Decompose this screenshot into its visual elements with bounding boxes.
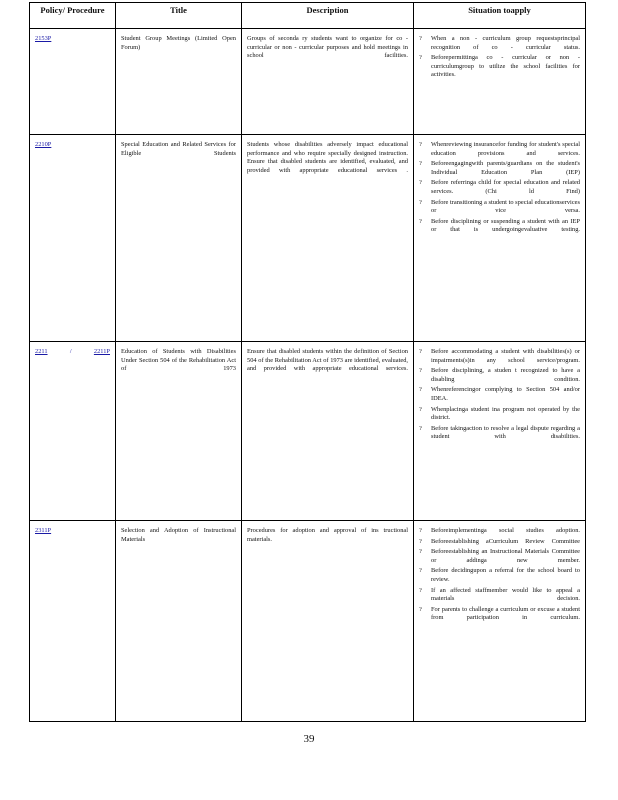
list-item [419, 405, 580, 423]
policy-title: Selection and Adoption of Instructional Materials [116, 521, 242, 722]
policy-link[interactable]: 2153P [35, 35, 52, 42]
situation-text: Whenreviewing insurancefor funding for student's special education provisions and services. [431, 141, 580, 157]
policy-link[interactable]: 2311P [35, 527, 52, 534]
situation-cell [414, 29, 586, 135]
situation-text: Beforepermittinga co - curricular or non - curriculumgroup to utilize the school facilities for activities. [431, 54, 580, 79]
situation-cell [414, 521, 586, 722]
bullet-glyph: ? [419, 527, 422, 534]
list-item [419, 527, 580, 536]
header-description: Description [242, 3, 414, 29]
bullet-glyph: ? [419, 537, 422, 545]
header-situation: Situation toapply [414, 3, 586, 29]
list-item [419, 367, 580, 384]
table-row [30, 342, 586, 521]
policy-code-separator: / [47, 348, 94, 355]
page-number: 39 [303, 733, 315, 745]
situation-text: When a non - curriculum group requestsprincipal recognition of co - curricular status. [431, 35, 580, 51]
list-item [419, 567, 580, 584]
list-item [419, 35, 580, 52]
bullet-glyph: ? [419, 217, 422, 225]
situation-text: Whenreferencingor complying to Section 504 and/or IDEA. [431, 386, 580, 402]
policy-code-cell [30, 521, 116, 722]
situation-text: If an affected staffmember would like to appeal a materials decision. [431, 586, 580, 603]
policy-code-cell [30, 29, 116, 135]
table-row [30, 135, 586, 342]
header-title: Title [116, 3, 242, 29]
bullet-glyph: ? [419, 567, 422, 575]
list-item [419, 141, 580, 158]
policy-link[interactable]: 2210P [35, 141, 52, 148]
policy-link[interactable]: 2211P [93, 348, 110, 355]
list-item [419, 586, 580, 604]
situation-text: Beforeimplementinga social studies adoption. [431, 527, 580, 534]
table-row [30, 521, 586, 722]
situation-text: Beforeestablishing an Instructional Materials Committee or addinga new member. [431, 548, 580, 564]
bullet-glyph: ? [419, 160, 422, 168]
bullet-glyph: ? [419, 586, 422, 594]
list-item [419, 548, 580, 565]
bullet-glyph: ? [419, 35, 422, 42]
situation-list [419, 35, 580, 80]
policy-link[interactable]: 2211 [35, 348, 48, 355]
bullet-glyph: ? [419, 179, 422, 187]
situation-text: Beforeestablishing aCurriculum Review Committee [431, 537, 580, 545]
situation-text: Before decidingupon a referral for the school board to review. [431, 567, 580, 583]
list-item [419, 54, 580, 80]
list-item [419, 179, 580, 196]
list-item [419, 348, 580, 365]
policy-title: Education of Students with Disabilities Under Section 504 of the Rehabilitation Act of 1973 [116, 342, 242, 521]
policy-description [242, 342, 414, 521]
situation-text: Before referringa child for special education and related services. (Chi ld Find) [431, 179, 580, 195]
policy-description [242, 135, 414, 342]
description-paragraph: Ensure that disabled students within the definition of Section 504 of the Rehabilitation Act of 1973 are identified, evaluated, and provided with appropriate educational services. [247, 348, 408, 373]
policy-description [242, 29, 414, 135]
situation-text: Before transitioning a student to special educationservices or vice versa. [431, 198, 580, 215]
bullet-glyph: ? [419, 386, 422, 394]
situation-cell [414, 135, 586, 342]
list-item [419, 537, 580, 547]
policy-title: Special Education and Related Services for Eligible Students [116, 135, 242, 342]
policy-description [242, 521, 414, 722]
list-item [419, 160, 580, 177]
bullet-glyph: ? [419, 548, 422, 556]
situation-cell [414, 342, 586, 521]
situation-text: For parents to challenge a curriculum or excuse a student from participation in curriculum. [431, 605, 580, 622]
list-item [419, 217, 580, 235]
bullet-glyph: ? [419, 405, 422, 413]
situation-text: Beforeengagingwith parents/guardians on the student's Individual Education Plan (IEP) [431, 160, 580, 176]
table-row [30, 29, 586, 135]
list-item [419, 424, 580, 442]
bullet-glyph: ? [419, 141, 422, 148]
bullet-glyph: ? [419, 54, 422, 62]
situation-text: Before takingaction to resolve a legal dispute regarding a student with disabilities. [431, 424, 580, 441]
situation-text: Before accommodating a student with disabilities(s) or impairments(s)in any school service/program. [431, 348, 580, 364]
policy-table [29, 2, 586, 722]
list-item [419, 198, 580, 216]
list-item [419, 605, 580, 623]
bullet-glyph: ? [419, 605, 422, 613]
policy-code-cell [30, 135, 116, 342]
table-header-row [30, 3, 586, 29]
policy-code-cell [30, 342, 116, 521]
list-item [419, 386, 580, 403]
situation-list [419, 348, 580, 442]
description-paragraph: Ensure that disabled students are identified, evaluated, and provided with appropriate educational services . [247, 158, 408, 174]
situation-list [419, 141, 580, 235]
situation-list [419, 527, 580, 623]
bullet-glyph: ? [419, 348, 422, 355]
bullet-glyph: ? [419, 367, 422, 375]
description-paragraph: Procedures for adoption and approval of ins tructional materials. [247, 527, 408, 543]
bullet-glyph: ? [419, 424, 422, 432]
bullet-glyph: ? [419, 198, 422, 206]
header-policy: Policy/ Procedure [30, 3, 116, 29]
situation-text: Before disciplining, a studen t recognized to have a disabling condition. [431, 367, 580, 383]
description-paragraph: Groups of seconda ry students want to organize for co - curricular or non - curricular purposes and hold meetings in school facilities. [247, 35, 408, 60]
table-body [30, 29, 586, 722]
situation-text: Before disciplining or suspending a student with an IEP or that is undergoingevaluative testing. [431, 217, 580, 234]
situation-text: Whenplacinga student ina program not operated by the district. [431, 405, 580, 422]
description-paragraph: Students whose disabilities adversely impact educational performance and who require specially designed instruction. [247, 141, 408, 157]
policy-title: Student Group Meetings (Limited Open Forum) [116, 29, 242, 135]
